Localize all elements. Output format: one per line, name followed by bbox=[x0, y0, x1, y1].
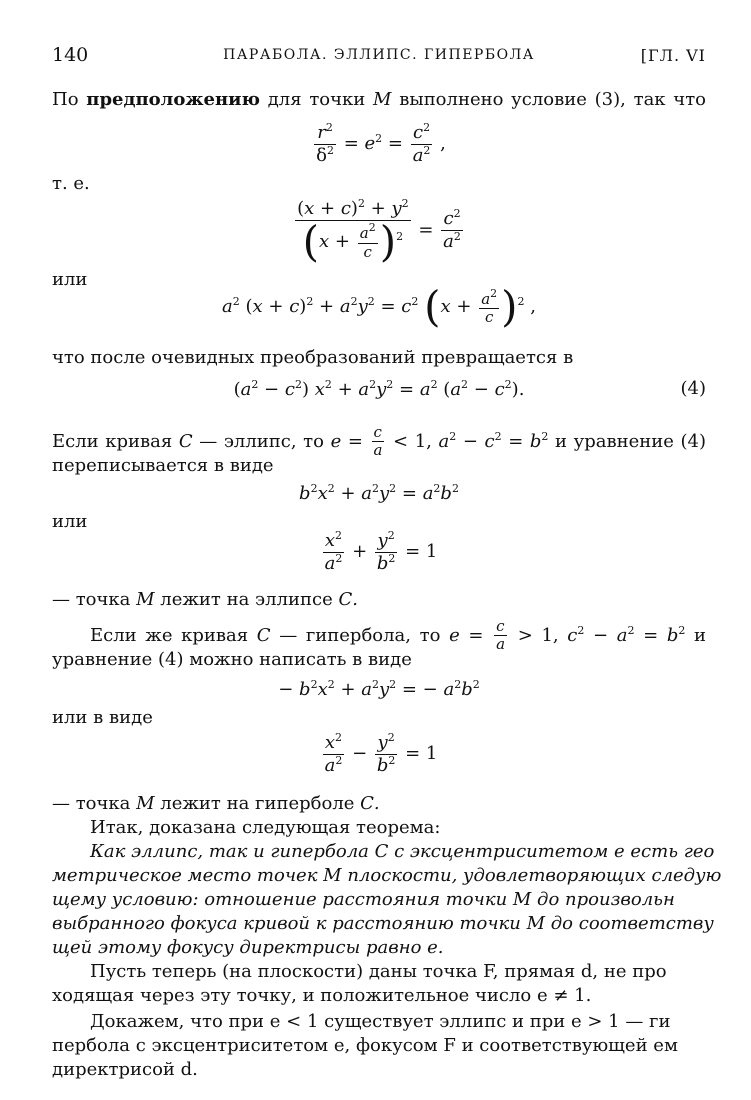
running-title: ПАРАБОЛА. ЭЛЛИПС. ГИПЕРБОЛА bbox=[223, 47, 535, 63]
text-line: уравнение (4) можно написать в виде bbox=[52, 649, 412, 670]
text-line: переписывается в виде bbox=[52, 455, 274, 476]
text-line: По предположению для точки М выполнено условие (3), так что bbox=[52, 89, 706, 110]
equation: $\frac{x^2}{a^2}$ + $\frac{y^2}{b^2}$ = 1 bbox=[324, 529, 438, 574]
text-line: что после очевидных преобразований превращается в bbox=[52, 347, 574, 368]
theorem-line: щей этому фокусу директрисы равно е. bbox=[52, 937, 444, 958]
text-line: Пусть теперь (на плоскости) даны точка F, прямая d, не про bbox=[90, 961, 667, 982]
text-line: пербола с эксцентриситетом e, фокусом F и соответствующей ем bbox=[52, 1035, 678, 1056]
theorem-line: щему условию: отношение расстояния точки М до произвольн bbox=[52, 889, 675, 910]
page-header bbox=[52, 44, 706, 72]
text-line: Если кривая С — эллипс, то e = $\frac{c}{a}$ < 1, $a^2 - c^2 = b^2$ и уравнение (4) bbox=[52, 423, 706, 460]
equation: $(x + c)^2 + y^2$ (x + $\frac{a^2}{c}$ )$^2$ = $\frac{c^2}{a^2}$ bbox=[297, 197, 461, 266]
equation: $\frac{x^2}{a^2}$ − $\frac{y^2}{b^2}$ = 1 bbox=[324, 731, 438, 776]
page-number: 140 bbox=[52, 44, 89, 66]
text-line: т. е. bbox=[52, 173, 90, 194]
equation: $(a^2 - c^2) x^2 + a^2y^2 = a^2$ $(a^2 - c^2)$. (4) bbox=[233, 378, 706, 400]
text-line: — точка М лежит на эллипсе С. bbox=[52, 589, 358, 610]
chapter-label: [ГЛ. VI bbox=[640, 46, 706, 65]
text-line: директрисой d. bbox=[52, 1059, 198, 1080]
text-line: Если же кривая С — гипербола, то e = $\frac{c}{a}$ > 1, $c^2 - a^2 = b^2$ и bbox=[90, 617, 707, 654]
text-line: ходящая через эту точку, и положительное число e ≠ 1. bbox=[52, 985, 592, 1006]
equation: − $b^2x^2 + a^2y^2$ = − $a^2b^2$ bbox=[278, 678, 480, 700]
text-line: — точка М лежит на гиперболе С. bbox=[52, 793, 380, 814]
theorem-line: выбранного фокуса кривой к расстоянию точки М до соответству bbox=[52, 913, 714, 934]
text-line: или bbox=[52, 511, 88, 532]
theorem-line: Как эллипс, так и гипербола С с эксцентриситетом е есть гео bbox=[90, 841, 715, 862]
text-line: или bbox=[52, 269, 88, 290]
text-line: Итак, доказана следующая теорема: bbox=[90, 817, 441, 838]
theorem-line: метрическое место точек М плоскости, удовлетворяющих следую bbox=[52, 865, 722, 886]
equation: $\frac{r^2}{\delta^2}$ = $e^2$ = $\frac{c^2}{a^2}$ , bbox=[316, 121, 446, 166]
equation: $b^2x^2 + a^2y^2 = a^2b^2$ bbox=[299, 482, 459, 504]
equation-number: (4) bbox=[680, 378, 706, 399]
text-line: Докажем, что при e < 1 существует эллипс и при e > 1 — ги bbox=[90, 1011, 671, 1032]
equation: $a^2$ $(x + c)^2 + a^2y^2 = c^2$ (x + $\frac{a^2}{c}$ )$^2$ , bbox=[222, 282, 536, 331]
text-line: или в виде bbox=[52, 707, 153, 728]
